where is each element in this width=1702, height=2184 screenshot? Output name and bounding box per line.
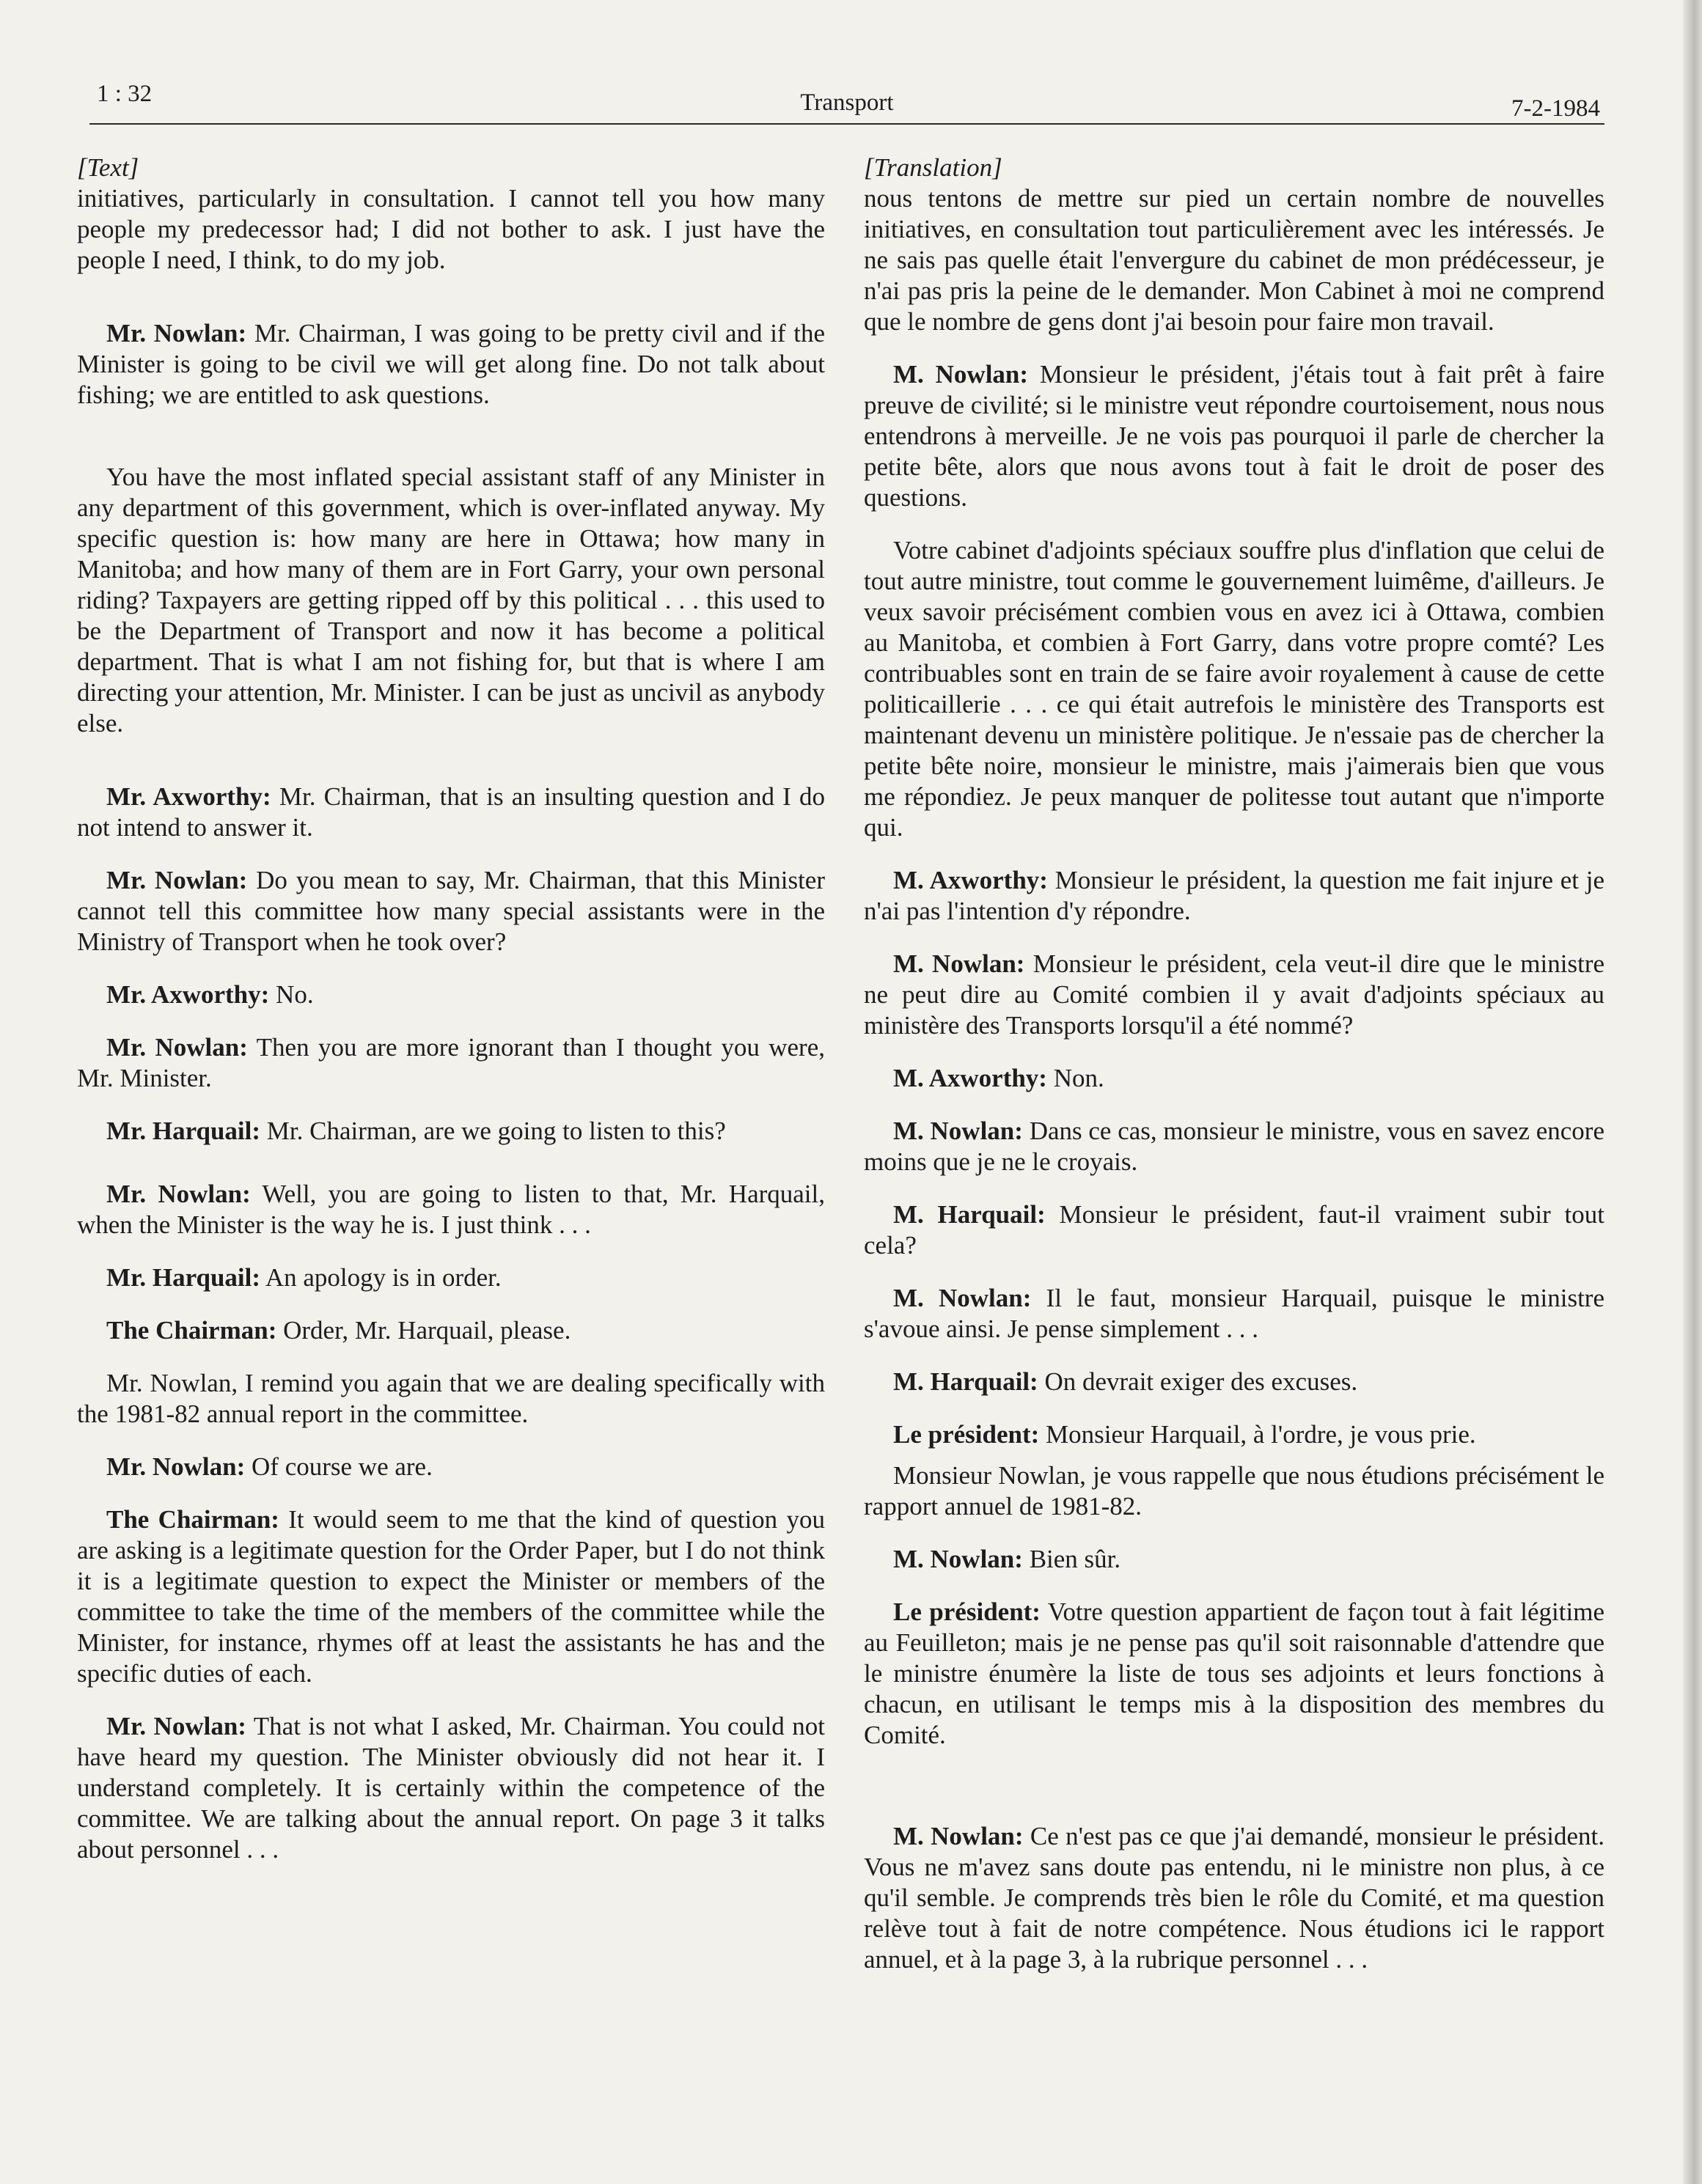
paragraph: M. Nowlan: Monsieur le président, j'étais tout à fait prêt à faire preuve de civilité; si le ministre veut répondre courtoisement, nous nous entendrons à merveille. Je ne vois pas pourquoi il parle de chercher la petite bête, alors que nous avons tout à fait le droit de poser des questions. [864, 360, 1604, 512]
paragraph: Mr. Harquail: Mr. Chairman, are we going to listen to this? [106, 1117, 726, 1145]
paragraph: You have the most inflated special assistant staff of any Minister in any department of this government, which is over-inflated anyway. My specific question is: how many are here in Ottawa; how many in Manitoba; and how many of them are in Fort Garry, your own personal riding? Taxpayers are getting ripped off by this political . . . this used to be the Department of Transport and now it has become a political department. That is what I am not fishing for, but that is where I am directing your attention, Mr. Minister. I can be just as uncivil as anybody else. [77, 463, 825, 738]
paragraph: M. Axworthy: Monsieur le président, la question me fait injure et je n'ai pas l'intention d'y répondre. [864, 866, 1604, 925]
speaker-name: M. Nowlan: [893, 1545, 1023, 1573]
speaker-name: Mr. Axworthy: [106, 980, 270, 1009]
speaker-name: M. Harquail: [893, 1367, 1038, 1396]
speaker-name: The Chairman: [106, 1505, 279, 1534]
paragraph: Mr. Axworthy: Mr. Chairman, that is an insulting question and I do not intend to answer it. [77, 782, 825, 842]
paragraph: Mr. Axworthy: No. [106, 980, 314, 1009]
paragraph: M. Nowlan: Monsieur le président, cela veut-il dire que le ministre ne peut dire au Comité combien il y avait d'adjoints spéciaux au ministère des Transports lorsqu'il a été nommé? [864, 949, 1605, 1040]
page-date: 7-2-1984 [1511, 95, 1600, 122]
paragraph: Mr. Nowlan: Do you mean to say, Mr. Chairman, that this Minister cannot tell this committee how many special assistants were in the Ministry of Transport when he took over? [77, 866, 825, 956]
paragraph: M. Nowlan: Dans ce cas, monsieur le ministre, vous en savez encore moins que je ne le croyais. [864, 1117, 1604, 1176]
paragraph: Mr. Nowlan: Well, you are going to listen to that, Mr. Harquail, when the Minister is the way he is. I just think . . . [77, 1180, 825, 1239]
speaker-name: M. Axworthy: [893, 866, 1048, 894]
page-number: 1 : 32 [97, 81, 153, 107]
column-label: [Translation] [864, 153, 1002, 182]
french-column [864, 152, 1604, 2125]
paragraph: M. Axworthy: Non. [893, 1064, 1104, 1092]
speaker-name: M. Harquail: [893, 1200, 1046, 1229]
paragraph: Votre cabinet d'adjoints spéciaux souffre plus d'inflation que celui de tout autre ministre, tout comme le gouvernement luimême, d'ailleurs. Je veux savoir précisément combien vous en avez ici à Ottawa, combien au Manitoba, et combien à Fort Garry, dans votre propre comté? Les contribuables sont en train de se faire avoir royalement à cause de cette politicaillerie . . . ce qui était autrefois le ministère des Transports est maintenant devenu un ministère politique. Je n'essaie pas de chercher la petite bête noire, monsieur le ministre, mais j'aimerais bien que vous me répondiez. Je peux manquer de politesse tout autant que n'importe qui. [864, 536, 1604, 842]
paragraph: Le président: Monsieur Harquail, à l'ordre, je vous prie. [893, 1420, 1476, 1449]
speaker-name: Mr. Harquail: [106, 1263, 261, 1292]
speaker-name: M. Nowlan: [893, 1117, 1023, 1145]
paragraph: initiatives, particularly in consultation. I cannot tell you how many people my predecessor had; I did not bother to ask. I just have the people I need, I think, to do my job. [77, 184, 825, 274]
paragraph: The Chairman: Order, Mr. Harquail, please. [106, 1316, 571, 1345]
speaker-name: Le président: [893, 1420, 1040, 1449]
paragraph: Mr. Nowlan: Mr. Chairman, I was going to be pretty civil and if the Minister is going to be civil we will get along fine. Do not talk about fishing; we are entitled to ask questions. [77, 319, 825, 409]
paragraph: M. Harquail: On devrait exiger des excuses. [893, 1367, 1358, 1396]
paragraph: Mr. Nowlan: That is not what I asked, Mr. Chairman. You could not have heard my question. The Minister obviously did not hear it. I understand completely. It is certainly within the competence of the committee. We are talking about the annual report. On page 3 it talks about personnel . . . [77, 1712, 825, 1864]
speaker-name: M. Nowlan: [893, 1822, 1024, 1850]
paragraph: Mr. Harquail: An apology is in order. [106, 1263, 502, 1292]
paragraph: M. Nowlan: Il le faut, monsieur Harquail, puisque le ministre s'avoue ainsi. Je pense simplement . . . [864, 1284, 1604, 1343]
speaker-name: M. Nowlan: [893, 949, 1025, 978]
paragraph: nous tentons de mettre sur pied un certain nombre de nouvelles initiatives, en consultation tout particulièrement avec les intéressés. Je ne sais pas quelle était l'envergure du cabinet de mon prédécesseur, je n'ai pas pris la peine de le demander. Mon Cabinet à moi ne comprend que le nombre de gens dont j'ai besoin pour faire mon travail. [864, 184, 1604, 336]
speaker-name: M. Axworthy: [893, 1064, 1047, 1092]
speaker-name: M. Nowlan: [893, 1284, 1032, 1312]
paragraph: Mr. Nowlan: Of course we are. [106, 1452, 433, 1481]
paragraph: Monsieur Nowlan, je vous rappelle que nous étudions précisément le rapport annuel de 1981-82. [864, 1461, 1604, 1521]
page-title: Transport [800, 89, 894, 116]
speaker-name: Mr. Nowlan: [106, 319, 247, 348]
column-label: [Text] [77, 153, 139, 182]
speaker-name: Mr. Nowlan: [106, 1712, 246, 1740]
english-column [77, 152, 825, 2125]
speaker-name: Le président: [893, 1597, 1041, 1626]
paragraph: The Chairman: It would seem to me that the kind of question you are asking is a legitimate question for the Order Paper, but I do not think it is a legitimate question to expect the Minister or members of the committee to take the time of the members of the committee while the Minister, for instance, rhymes off at least the assistants he has and the specific duties of each. [77, 1505, 825, 1688]
page-header [89, 79, 1604, 125]
speaker-name: Mr. Nowlan: [106, 1452, 246, 1481]
speaker-name: M. Nowlan: [893, 360, 1029, 389]
speaker-name: The Chairman: [106, 1316, 277, 1345]
speaker-name: Mr. Nowlan: [106, 1033, 248, 1062]
speaker-name: Mr. Harquail: [106, 1117, 261, 1145]
speaker-name: Mr. Nowlan: [106, 866, 248, 894]
page-edge-shadow [1683, 0, 1702, 2184]
speaker-name: Mr. Nowlan: [106, 1180, 251, 1208]
paragraph: M. Nowlan: Ce n'est pas ce que j'ai demandé, monsieur le président. Vous ne m'avez sans doute pas entendu, ni le ministre non plus, à ce qu'il semble. Je comprends très bien le rôle du Comité, et ma question relève tout à fait de notre compétence. Nous étudions ici le rapport annuel, et à la page 3, à la rubrique personnel . . . [864, 1822, 1604, 1974]
paragraph: M. Harquail: Monsieur le président, faut-il vraiment subir tout cela? [864, 1200, 1604, 1260]
paragraph: Le président: Votre question appartient de façon tout à fait légitime au Feuilleton; mais je ne pense pas qu'il soit raisonnable d'attendre que le ministre énumère la liste de tous ses adjoints et leurs fonctions à chacun, en utilisant le temps mis à la disposition des membres du Comité. [864, 1597, 1604, 1749]
speaker-name: Mr. Axworthy: [106, 782, 271, 811]
paragraph: Mr. Nowlan: Then you are more ignorant than I thought you were, Mr. Minister. [77, 1033, 825, 1092]
paragraph: Mr. Nowlan, I remind you again that we are dealing specifically with the 1981-82 annual report in the committee. [77, 1369, 825, 1428]
paragraph: M. Nowlan: Bien sûr. [893, 1545, 1121, 1573]
